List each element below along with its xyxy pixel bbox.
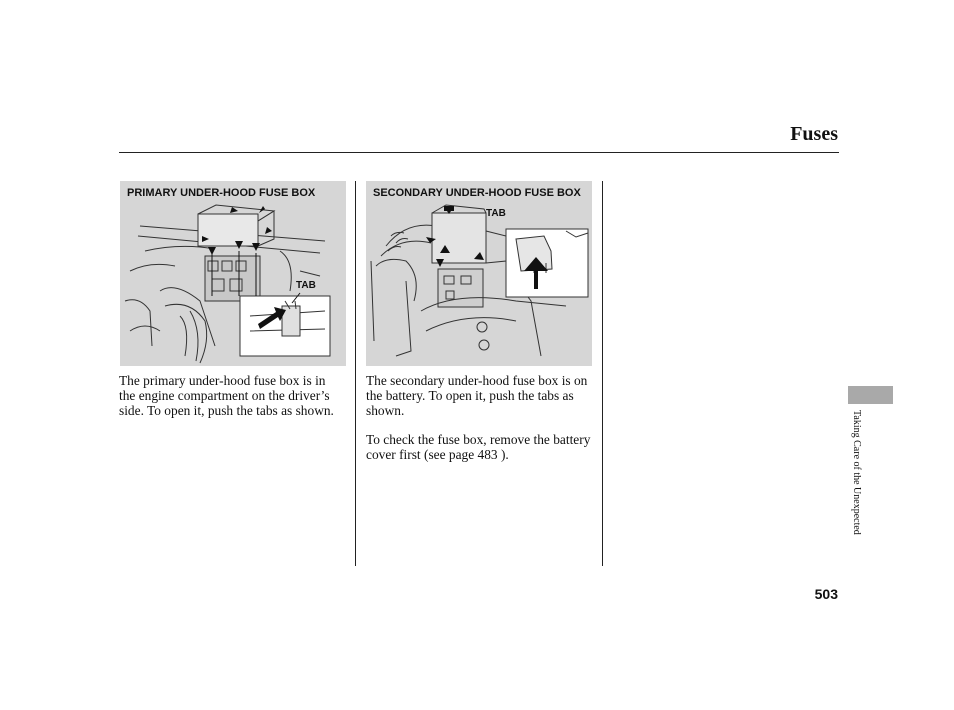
- secondary-fuse-box-illustration: [366, 181, 592, 366]
- section-side-label: Taking Care of the Unexpected: [851, 410, 862, 535]
- primary-fuse-box-illustration: [120, 181, 346, 366]
- title-rule: [119, 152, 839, 153]
- primary-fuse-box-caption: PRIMARY UNDER-HOOD FUSE BOX: [127, 187, 316, 199]
- primary-tab-label: TAB: [296, 280, 316, 291]
- page-number: 503: [814, 586, 838, 602]
- battery-cover-note: To check the fuse box, remove the battery cover first (see page 483 ).: [366, 432, 591, 462]
- column-divider-1: [355, 181, 356, 566]
- column-divider-2: [602, 181, 603, 566]
- secondary-tab-label: TAB: [486, 208, 506, 219]
- secondary-description: The secondary under-hood fuse box is on the battery. To open it, push the tabs as shown.: [366, 373, 588, 418]
- secondary-fuse-box-caption: SECONDARY UNDER-HOOD FUSE BOX: [373, 187, 581, 199]
- primary-fuse-box-figure: [120, 181, 346, 366]
- section-tab-marker: [848, 386, 893, 404]
- primary-description: The primary under-hood fuse box is in the engine compartment on the driver’s side. To open it, push the tabs as shown.: [119, 373, 334, 418]
- secondary-fuse-box-figure: [366, 181, 592, 366]
- page-title: Fuses: [790, 123, 838, 145]
